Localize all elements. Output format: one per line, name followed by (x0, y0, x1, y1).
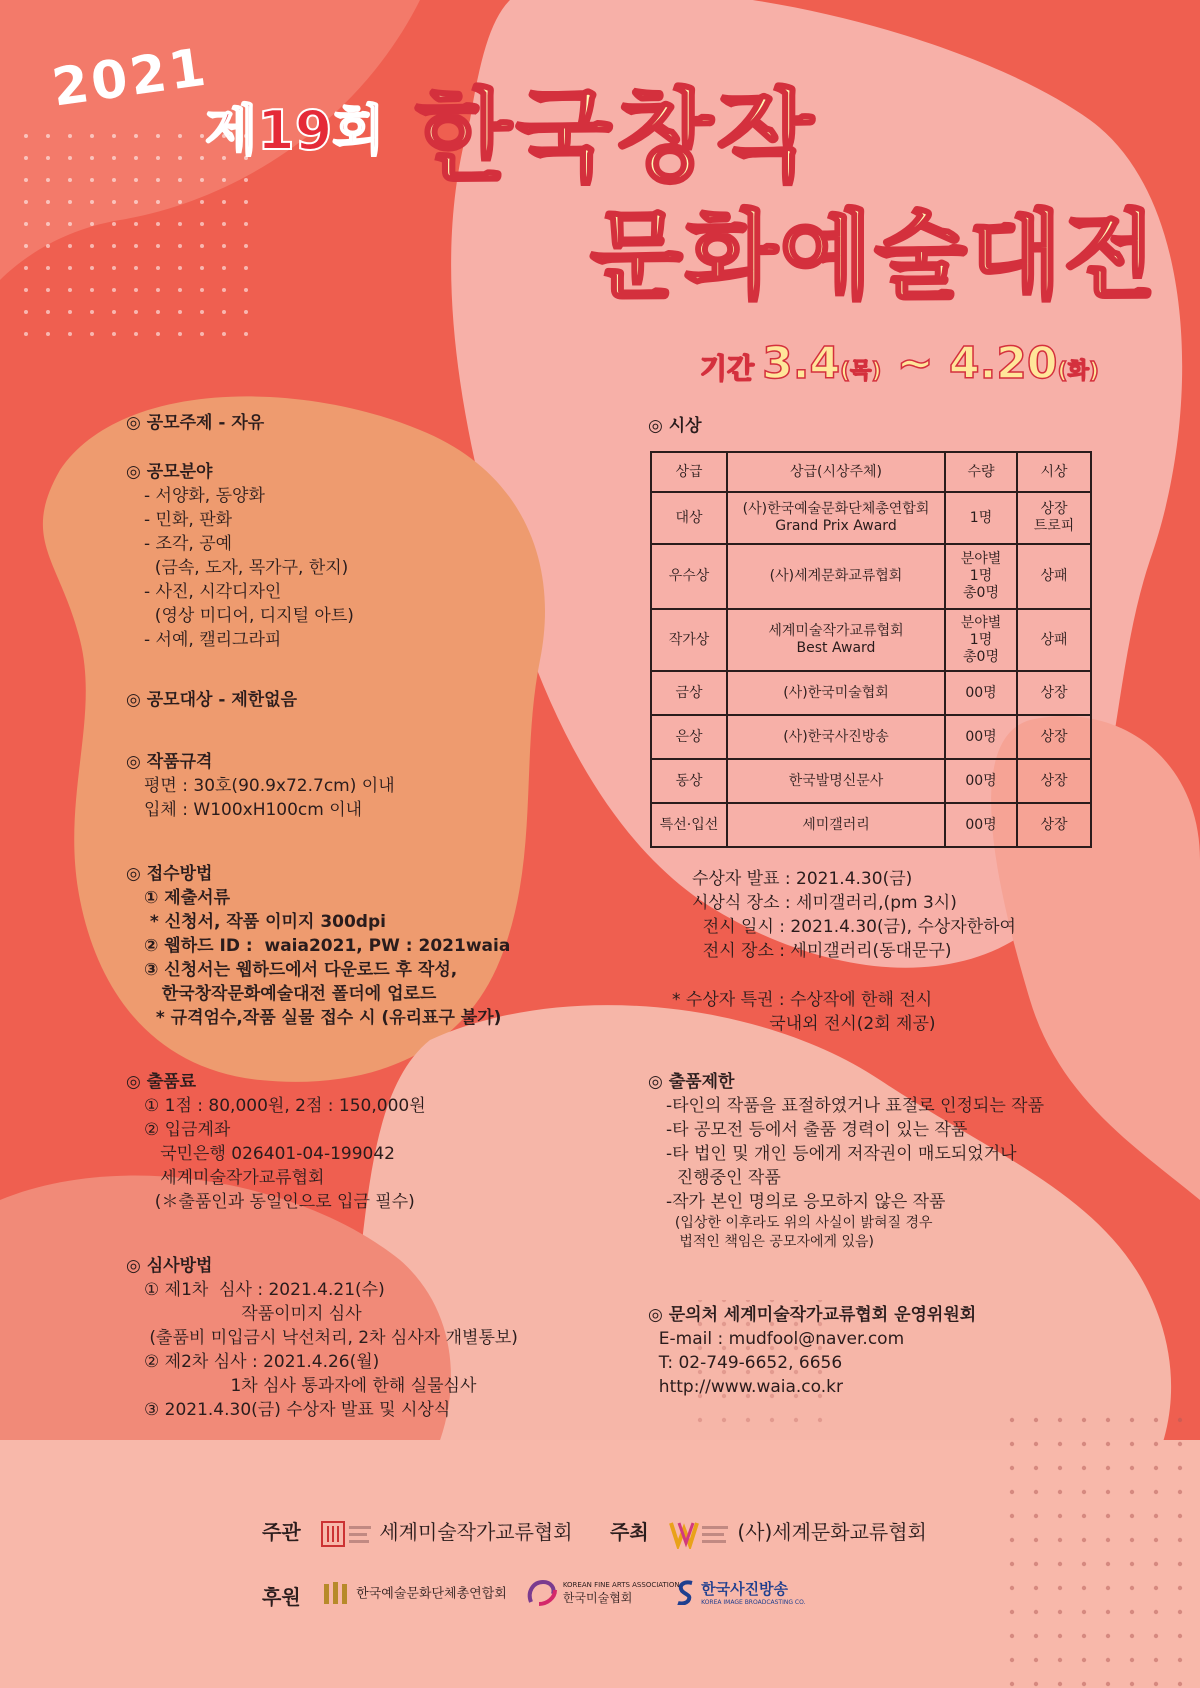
sponsor3-name: 한국사진방송 (701, 1580, 789, 1598)
qty-cell: 00명 (945, 715, 1017, 759)
table-row (651, 715, 1091, 759)
schedule-item: 전시 장소 : 세미갤러리(동대문구) (692, 941, 952, 961)
target-section (126, 688, 297, 712)
theme-section (126, 411, 264, 435)
judge-item: 작품이미지 심사 (144, 1304, 362, 1324)
host-row (262, 1516, 573, 1548)
submit-item: * 신청서, 작품 이미지 300dpi (144, 912, 386, 932)
period-start-dow: (목) (840, 359, 882, 384)
organizer-label: 주최 (610, 1520, 649, 1544)
awards-section (648, 414, 702, 438)
org-cell: (사)한국미술협회 (727, 671, 945, 715)
org-cell (727, 609, 945, 671)
waia-logo-icon (321, 1520, 373, 1548)
period-sep: ~ (896, 338, 934, 389)
org-cell: 한국발명신문사 (727, 759, 945, 803)
period-end-dow: (화) (1057, 359, 1099, 384)
organizer-row (610, 1516, 927, 1549)
qty-text: 분야별 (960, 551, 1002, 567)
sponsor1-name: 한국예술문화단체총연합회 (356, 1586, 507, 1602)
qty-cell: 00명 (945, 803, 1017, 847)
awards-table-wrap (650, 451, 1092, 848)
field-item: - 민화, 판화 (144, 510, 233, 530)
fee-item: 세계미술작가교류협회 (144, 1168, 325, 1188)
qty-text: 1명 (969, 568, 993, 584)
fee-item: (＊출품인과 동일인으로 입금 필수) (144, 1192, 415, 1212)
table-row (651, 544, 1091, 609)
host-name: 세계미술작가교류협회 (379, 1520, 573, 1544)
grade-cell: 금상 (651, 671, 727, 715)
kfaco-logo-icon (322, 1580, 352, 1608)
fee-item: ② 입금계좌 (144, 1120, 231, 1140)
submit-heading: ◎ 접수방법 (126, 864, 213, 884)
fee-item: ① 1점 : 80,000원, 2점 : 150,000원 (144, 1096, 426, 1116)
spec-section (126, 750, 395, 822)
field-item: - 사진, 시각디자인 (144, 582, 282, 602)
spec-heading: ◎ 작품규격 (126, 752, 213, 772)
field-item: - 서양화, 동양화 (144, 486, 265, 506)
org-cell: (사)세계문화교류협회 (727, 544, 945, 609)
benefit-section (672, 988, 936, 1036)
judge-section (126, 1254, 518, 1422)
sponsor-row (262, 1581, 301, 1610)
judge-item: ① 제1차 심사 : 2021.4.21(수) (144, 1280, 385, 1300)
year-label: 2021 (48, 37, 213, 119)
fields-heading: ◎ 공모분야 (126, 462, 213, 482)
table-header: 수량 (945, 452, 1017, 492)
qty-text: 분야별 (960, 614, 1002, 631)
prize-cell: 상장 (1017, 803, 1091, 847)
submit-item: * 규격엄수,작품 실물 접수 시 (유리표구 불가) (144, 1008, 502, 1028)
qty-cell (945, 544, 1017, 609)
submit-item: ② 웹하드 ID : waia2021, PW : 2021waia (144, 936, 511, 956)
judge-item: 1차 심사 통과자에 한해 실물심사 (144, 1376, 477, 1396)
judge-item: ③ 2021.4.30(금) 수상자 발표 및 시상식 (144, 1400, 451, 1420)
sponsor1 (322, 1580, 507, 1608)
schedule-item: 전시 일시 : 2021.4.30(금), 수상자한하여 (692, 917, 1016, 937)
table-header: 상급(시상주체) (727, 452, 945, 492)
sponsor2 (525, 1578, 680, 1608)
sponsor2-name: 한국미술협회 (562, 1590, 633, 1605)
contact-section (648, 1303, 976, 1399)
prize-cell (1017, 492, 1091, 544)
wcea-logo-icon (669, 1519, 731, 1549)
theme-heading: ◎ 공모주제 - 자유 (126, 413, 265, 433)
table-row (651, 492, 1091, 544)
limit-item: -타 법인 및 개인 등에게 저작권이 매도되었거나 (666, 1144, 1017, 1164)
org-text: 세계미술작가교류협회 (768, 623, 904, 639)
benefit-item: * 수상자 특권 : 수상작에 한해 전시 (672, 990, 933, 1010)
limit-item: -작가 본인 명의로 응모하지 않은 작품 (666, 1192, 946, 1212)
org-cell: (사)한국사진방송 (727, 715, 945, 759)
submit-section (126, 862, 510, 1030)
field-item: - 서예, 캘리그라피 (144, 630, 282, 650)
org-sub-text: Grand Prix Award (775, 518, 897, 534)
period-end: 4.20 (948, 338, 1058, 389)
fee-heading: ◎ 출품료 (126, 1072, 197, 1092)
qty-cell: 1명 (945, 492, 1017, 544)
awards-heading: ◎ 시상 (648, 416, 702, 436)
prize-text: 상장 (1040, 501, 1068, 517)
spec-item: 입체 : W100xH100cm 이내 (144, 800, 363, 820)
fee-section (126, 1070, 426, 1214)
prize-cell: 상장 (1017, 759, 1091, 803)
period-label: 기간 (700, 352, 755, 385)
field-item: (영상 미디어, 디지털 아트) (144, 606, 354, 626)
table-row (651, 671, 1091, 715)
table-row (651, 609, 1091, 671)
sponsor-label: 후원 (262, 1585, 301, 1609)
benefit-item: 국내외 전시(2회 제공) (672, 1014, 936, 1034)
contact-heading: ◎ 문의처 세계미술작가교류협회 운영위원회 (648, 1305, 977, 1325)
grade-cell: 동상 (651, 759, 727, 803)
period (700, 338, 1099, 389)
org-cell: 세미갤러리 (727, 803, 945, 847)
schedule-section (692, 867, 1016, 963)
limit-heading: ◎ 출품제한 (648, 1072, 735, 1092)
fee-item: 국민은행 026401-04-199042 (144, 1144, 395, 1164)
kib-logo-icon (676, 1579, 696, 1605)
qty-text: 총0명 (963, 585, 999, 601)
table-header: 상급 (651, 452, 727, 492)
grade-cell: 작가상 (651, 609, 727, 671)
limit-item: -타 공모전 등에서 출품 경력이 있는 작품 (666, 1120, 968, 1140)
table-row (651, 803, 1091, 847)
prize-cell: 상패 (1017, 609, 1091, 671)
period-start: 3.4 (762, 338, 841, 389)
edition-label: 제19회 (205, 99, 385, 162)
qty-text: 총0명 (963, 648, 999, 665)
prize-cell: 상장 (1017, 715, 1091, 759)
field-item: (금속, 도자, 목가구, 한지) (144, 558, 349, 578)
prize-sub-text: 트로피 (1033, 518, 1075, 534)
limit-item: -타인의 작품을 표절하였거나 표절로 인정되는 작품 (666, 1096, 1045, 1116)
kfaa-logo-icon (525, 1578, 559, 1608)
fields-section (126, 460, 354, 652)
organizer-name: (사)세계문화교류협회 (737, 1520, 927, 1544)
target-heading: ◎ 공모대상 - 제한없음 (126, 690, 298, 710)
contact-website[interactable]: http://www.waia.co.kr (648, 1377, 843, 1397)
qty-cell: 00명 (945, 671, 1017, 715)
prize-cell: 상패 (1017, 544, 1091, 609)
schedule-item: 시상식 장소 : 세미갤러리,(pm 3시) (692, 893, 957, 913)
submit-item: ① 제출서류 (144, 888, 230, 908)
judge-heading: ◎ 심사방법 (126, 1256, 213, 1276)
org-cell (727, 492, 945, 544)
grade-cell: 대상 (651, 492, 727, 544)
sponsor2-english: KOREAN FINE ARTS ASSOCIATION (562, 1580, 680, 1589)
judge-item: (출품비 미입금시 낙선처리, 2차 심사자 개별통보) (144, 1328, 518, 1348)
sponsor3 (676, 1578, 805, 1606)
submit-item: ③ 신청서는 웹하드에서 다운로드 후 작성, (144, 960, 458, 980)
table-row (651, 759, 1091, 803)
host-label: 주관 (262, 1520, 301, 1544)
submit-item: 한국창작문화예술대전 폴더에 업로드 (144, 984, 437, 1004)
qty-cell (945, 609, 1017, 671)
title-line2: 문화예술대전 (590, 200, 1159, 312)
grade-cell: 은상 (651, 715, 727, 759)
org-text: (사)한국예술문화단체총연합회 (742, 501, 930, 517)
schedule-item: 수상자 발표 : 2021.4.30(금) (692, 869, 913, 889)
qty-text: 1명 (969, 631, 993, 648)
judge-item: ② 제2차 심사 : 2021.4.26(월) (144, 1352, 380, 1372)
field-item: - 조각, 공예 (144, 534, 233, 554)
grade-cell: 특선·입선 (651, 803, 727, 847)
limit-item: 진행중인 작품 (666, 1168, 781, 1188)
grade-cell: 우수상 (651, 544, 727, 609)
prize-cell: 상장 (1017, 671, 1091, 715)
limit-note: (입상한 이후라도 위의 사실이 밝혀질 경우 (666, 1215, 933, 1231)
table-header: 시상 (1017, 452, 1091, 492)
limit-note: 법적인 책임은 공모자에게 있음) (666, 1234, 874, 1250)
org-sub-text: Best Award (796, 640, 876, 656)
qty-cell: 00명 (945, 759, 1017, 803)
title-line1: 한국창작 (415, 78, 818, 195)
contact-email: E-mail : mudfool@naver.com (648, 1329, 905, 1349)
awards-table (650, 451, 1092, 848)
spec-item: 평면 : 30호(90.9x72.7cm) 이내 (144, 776, 395, 796)
contact-phone: T: 02-749-6652, 6656 (648, 1353, 843, 1373)
limit-section (648, 1070, 1044, 1252)
sponsor3-english: KOREA IMAGE BROADCASTING CO. (701, 1599, 806, 1606)
